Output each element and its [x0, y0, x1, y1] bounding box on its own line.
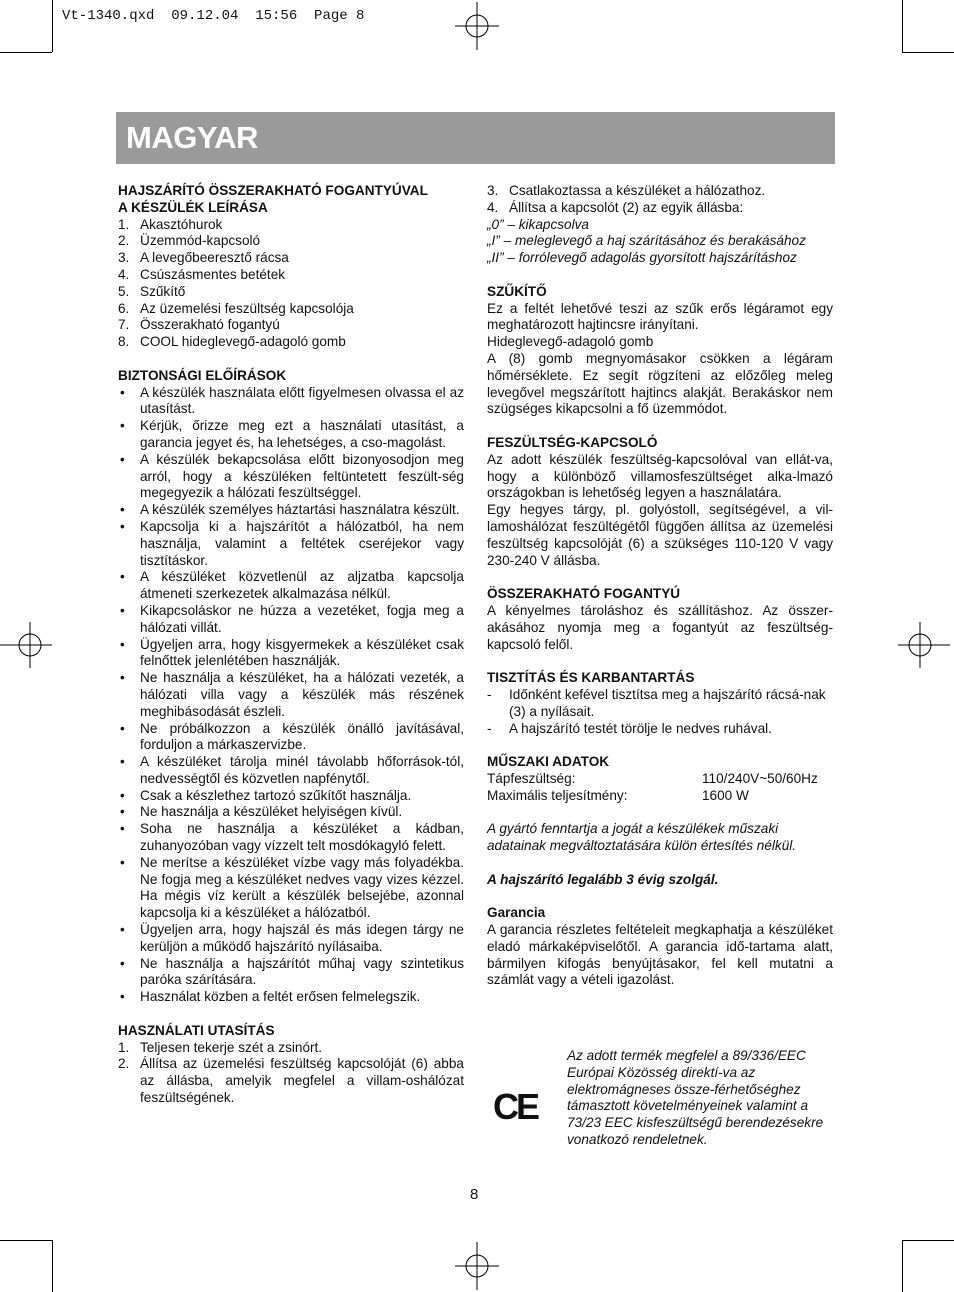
list-item [118, 821, 464, 855]
item-text: A levegőbeeresztő rácsa [140, 250, 289, 266]
item-text: Időnként kefével tisztítsa meg a hajszárító rácsá-nak (3) a nyílásait. [509, 686, 826, 719]
list-item [118, 922, 464, 956]
crop-mark [0, 1240, 52, 1241]
list-item [118, 284, 464, 301]
list-item [118, 385, 464, 419]
registration-mark-left [0, 622, 52, 668]
item-text: Soha ne használja a készüléket a kádban, zuhanyozóban vagy vízzelt telt mosdókagyló felett. [140, 821, 464, 854]
safety-heading: BIZTONSÁGI ELŐÍRÁSOK [118, 367, 287, 383]
list-item [118, 670, 464, 720]
bullet-icon: • [120, 418, 125, 434]
item-number: 6. [118, 300, 130, 316]
list-item [118, 603, 464, 637]
list-item [118, 1040, 464, 1057]
print-slug: Vt-1340.qxd 09.12.04 15:56 Page 8 [62, 8, 365, 24]
item-text: Ne használja a készüléket, ha a hálózati vezeték, a hálózati villa vagy a készülék más részének meghibásodását észleli. [140, 670, 464, 719]
item-text: Ne használja a készüléket helyiségen kívül. [140, 804, 403, 820]
crop-mark [52, 1240, 53, 1292]
item-text: Üzemmód-kapcsoló [140, 233, 261, 249]
bullet-icon: • [120, 720, 125, 736]
bullet-icon: • [120, 754, 125, 770]
item-text: Teljesen tekerje szét a zsinórt. [140, 1039, 323, 1055]
item-text: Ne használja a hajszárítót műhaj vagy szintetikus paróka szárítására. [140, 955, 464, 988]
tech-heading: MŰSZAKI ADATOK [487, 754, 610, 770]
list-item [118, 452, 464, 502]
list-item [118, 334, 464, 351]
item-text: Csak a készlethez tartozó szűkítőt használja. [140, 787, 412, 803]
list-item [118, 569, 464, 603]
list-item [118, 301, 464, 318]
bullet-icon: • [120, 821, 125, 837]
list-item [118, 637, 464, 671]
crop-mark [902, 0, 903, 52]
item-number: 1. [118, 216, 130, 232]
item-number: 2. [118, 233, 130, 249]
item-text: Kérjük, őrizze meg ezt a használati utasítást, a garancia jegyet és, ha lehetséges, a cso-magolást. [140, 418, 464, 450]
mode-warm: „I” – meleglevegő a haj szárításához és berakásához [487, 233, 806, 249]
spec-label: Maximális teljesítmény: [487, 787, 628, 803]
list-item [118, 788, 464, 805]
item-text: Szűkítő [140, 283, 186, 299]
cold-air-title: Hideglevegő-adagoló gomb [487, 334, 654, 350]
parts-list [118, 217, 464, 351]
bullet-icon: • [120, 922, 125, 938]
item-number: 3. [487, 183, 499, 198]
item-text: Csúszásmentes betétek [140, 266, 286, 282]
dash-icon: - [487, 686, 492, 702]
item-text: Állítsa az üzemelési feszültség kapcsolóját (6) abba az állásba, amelyik megfelel a villam-oshálózat feszültségének. [140, 1056, 464, 1106]
bullet-icon: • [120, 502, 125, 518]
item-text: Ügyeljen arra, hogy hajszál és más idegen tárgy ne kerüljön a működő hajszárító nyílásaiba. [140, 922, 464, 954]
safety-list [118, 385, 464, 1006]
bullet-icon: • [120, 636, 125, 652]
item-number: 5. [118, 283, 130, 299]
item-text: Ne próbálkozzon a készülék önálló javításával, forduljon a márkaszervizbe. [140, 720, 464, 753]
list-item [118, 250, 464, 267]
item-text: A készüléket közvetlenül az aljzatba kapcsolja átmeneti szerkezetek alkalmazása nélkül. [140, 569, 464, 602]
registration-mark-top [455, 2, 499, 50]
list-item [487, 721, 833, 738]
bullet-icon: • [120, 955, 125, 971]
item-text: COOL hideglevegő-adagoló gomb [140, 334, 346, 350]
description-heading-line-2: A KÉSZÜLÉK LEÍRÁSA [118, 199, 268, 215]
item-text: Összerakható fogantyú [140, 317, 280, 333]
nozzle-text: Ez a feltét lehetővé teszi az szűk erős légáramot egy meghatározott hajtincsre irányítani. [487, 300, 833, 333]
bullet-icon: • [120, 787, 125, 803]
list-item [118, 519, 464, 569]
bullet-icon: • [120, 989, 125, 1005]
spec-value: 1600 W [702, 787, 749, 803]
bullet-icon: • [120, 569, 125, 585]
bullet-icon: • [120, 854, 125, 870]
item-number: 1. [118, 1039, 130, 1055]
lifetime-note: A hajszárító legalább 3 évig szolgál. [487, 871, 719, 887]
page-number: 8 [470, 1186, 479, 1203]
usage-heading: HASZNÁLATI UTASÍTÁS [118, 1022, 275, 1038]
item-text: A készüléket tárolja minél távolabb hőforrások-tól, nedvességtől és közvetlen napfénytől. [140, 754, 464, 786]
item-text: Használat közben a feltét erősen felmelegszik. [140, 989, 421, 1005]
crop-mark [0, 52, 52, 53]
spec-value: 110/240V~50/60Hz [702, 770, 818, 786]
registration-mark-right [898, 622, 950, 668]
ce-compliance-text: Az adott termék megfelel a 89/336/EEC Európai Közösség direktí-va az elektromágneses össze-férhetőséghez támasztott követelményeinek valamint a 73/23 EEC kisfeszültségű berendezésekre vonatkozó rendeletnek. [567, 1048, 824, 1147]
bullet-icon: • [120, 804, 125, 820]
ce-mark-icon: CE [493, 1086, 538, 1127]
crop-mark [52, 0, 53, 52]
item-number: 7. [118, 317, 130, 333]
list-item [118, 418, 464, 452]
item-number: 4. [118, 266, 130, 282]
item-number: 8. [118, 334, 130, 350]
bullet-icon: • [120, 670, 125, 686]
list-item [118, 1056, 464, 1106]
nozzle-heading: SZŰKÍTŐ [487, 283, 547, 299]
item-text: A készülék használata előtt figyelmesen olvassa el az utasítást. [140, 384, 464, 417]
cold-air-text: A (8) gomb megnyomásakor csökken a légáram hőmérséklete. Ez segít rögzíteni az előzőleg meleg levegővel megszárított hajtincs alakját. Berakáskor nem szügséges kikapcsolni a fő üzemmódot. [487, 350, 833, 417]
list-item [118, 855, 464, 922]
voltage-text-1: Az adott készülék feszültség-kapcsolóval van ellát-va, hogy a különböző villamosfeszültséget alka-lmazó országokban is lehetőség legyen a használatára. [487, 451, 833, 501]
warranty-text: A garancia részletes feltételeit megkaphatja a készüléket eladó márkaképviselőtől. A garancia idő-tartama alatt, bármilyen kifogás benyújtásakor, fel kell mutatni a számlát vagy a vételi igazolást. [487, 922, 833, 988]
handle-heading: ÖSSZERAKHATÓ FOGANTYÚ [487, 586, 681, 602]
crop-mark [902, 1240, 903, 1292]
left-column [118, 183, 464, 1107]
language-banner [116, 112, 835, 164]
list-item [118, 502, 464, 519]
item-text: Akasztóhurok [140, 216, 223, 232]
item-text: Ügyeljen arra, hogy kisgyermekek a készüléket csak felnőttek jelenlétében használják. [140, 636, 464, 669]
item-text: Csatlakoztassa a készüléket a hálózathoz. [509, 183, 766, 198]
right-column [487, 183, 833, 989]
item-number: 2. [118, 1056, 130, 1072]
cleaning-heading: TISZTÍTÁS ÉS KARBANTARTÁS [487, 670, 695, 686]
list-item [487, 687, 833, 721]
spec-row [487, 771, 833, 788]
registration-mark-bottom [455, 1242, 499, 1290]
spec-row [487, 788, 833, 805]
list-item [118, 956, 464, 990]
crop-mark [902, 1240, 954, 1241]
list-item [118, 317, 464, 334]
dash-icon: - [487, 720, 492, 736]
item-text: Ne merítse a készüléket vízbe vagy más folyadékba. Ne fogja meg a készüléket nedves vagy vizes kézzel. Ha mégis víz került a készülék belsejébe, azonnal kapcsolja ki a készüléket a hálózatból. [140, 854, 464, 921]
list-item [118, 217, 464, 234]
bullet-icon: • [120, 518, 125, 534]
list-item [118, 267, 464, 284]
list-item [118, 989, 464, 1006]
list-item [118, 721, 464, 755]
item-text: Kikapcsoláskor ne húzza a vezetéket, fogja meg a hálózati villát. [140, 602, 464, 635]
crop-mark [902, 52, 954, 53]
list-item [118, 233, 464, 250]
item-text: Állítsa a kapcsolót (2) az egyik állásba: [509, 199, 744, 215]
item-text: A készülék bekapcsolása előtt bizonyosodjon meg arról, hogy a készüléken feltüntetett feszült-ség megegyezik a hálózati feszültséggel. [140, 451, 464, 501]
disclaimer: A gyártó fenntartja a jogát a készülékek műszaki adatainak megváltoztatására külön értesítés nélkül. [487, 821, 797, 854]
item-text: A hajszárító testét törölje le nedves ruhával. [509, 720, 772, 736]
item-number: 4. [487, 199, 499, 215]
mode-off: „0” – kikapcsolva [487, 216, 589, 232]
list-item [487, 200, 833, 217]
mode-hot: „II” – forrólevegő adagolás gyorsított hajszárításhoz [487, 250, 797, 266]
list-item [118, 754, 464, 788]
usage-list [118, 1040, 464, 1107]
bullet-icon: • [120, 602, 125, 618]
voltage-heading: FESZÜLTSÉG-KAPCSOLÓ [487, 434, 658, 450]
warranty-heading: Garancia [487, 905, 546, 921]
list-item [118, 804, 464, 821]
item-number: 3. [118, 250, 130, 266]
item-text: A készülék személyes háztartási használatra készült. [140, 502, 460, 518]
spec-label: Tápfeszültség: [487, 770, 576, 786]
item-text: Kapcsolja ki a hajszárítót a hálózatból, ha nem használja, valamint a feltétek cseréjekor vagy tisztításkor. [140, 518, 464, 568]
banner-title: MAGYAR [126, 120, 258, 155]
voltage-text-2: Egy hegyes tárgy, pl. golyóstoll, segítségével, a vil-lamoshálózat feszültégétől függően állítsa az üzemelési feszültség kapcsolóját (6) a szükséges 110-120 V vagy 230-240 V állásba. [487, 502, 833, 568]
handle-text: A kényelmes tároláshoz és szállításhoz. Az összer-akásához nyomja meg a fogantyút az feszültség-kapcsoló felől. [487, 602, 833, 652]
bullet-icon: • [120, 451, 125, 467]
list-item [487, 183, 833, 200]
description-heading-line-1: HAJSZÁRÍTÓ ÖSSZERAKHATÓ FOGANTYÚVAL [118, 183, 428, 198]
item-text: Az üzemelési feszültség kapcsolója [140, 300, 354, 316]
bullet-icon: • [120, 384, 125, 400]
